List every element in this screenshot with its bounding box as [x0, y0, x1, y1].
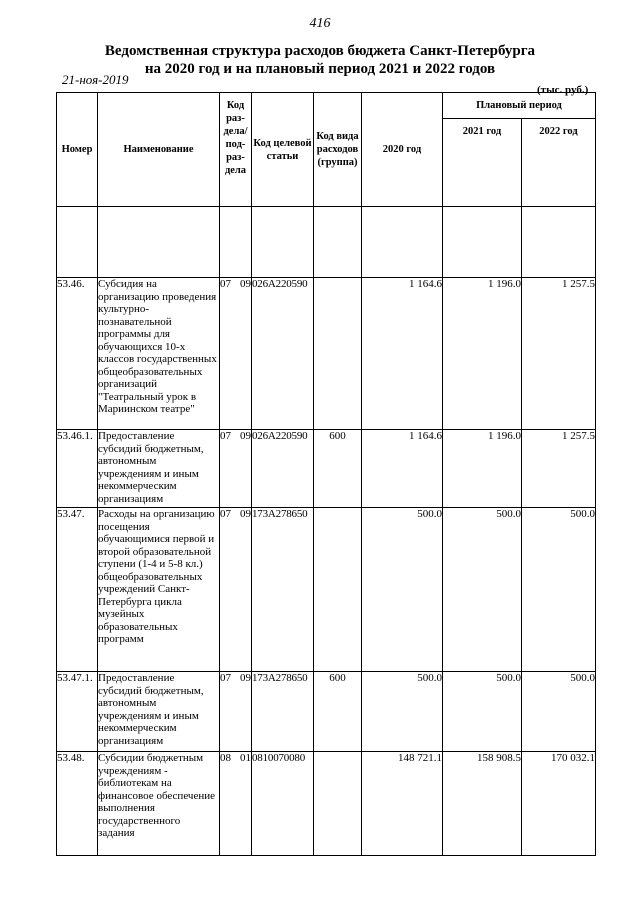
row-rz: 07 — [220, 430, 231, 442]
row-number: 53.47.1. — [57, 672, 98, 752]
row-csr: 026A220590 — [252, 278, 314, 430]
header-2020: 2020 год — [362, 93, 443, 207]
table-row — [57, 508, 596, 672]
row-pr: 01 — [240, 752, 251, 764]
header-2022: 2022 год — [522, 119, 596, 207]
row-section — [220, 752, 252, 856]
table-row — [57, 672, 596, 752]
row-2021: 500.0 — [443, 508, 522, 672]
row-2021: 158 908.5 — [443, 752, 522, 856]
row-number: 53.46. — [57, 278, 98, 430]
row-section — [220, 672, 252, 752]
document-date: 21-ноя-2019 — [62, 72, 129, 87]
row-vr: 600 — [314, 672, 362, 752]
header-csr: Код целевой статьи — [252, 93, 314, 207]
row-2020: 500.0 — [362, 672, 443, 752]
page-number: 416 — [309, 16, 331, 31]
row-csr: 173A278650 — [252, 508, 314, 672]
row-pr: 09 — [240, 430, 251, 442]
row-2020: 500.0 — [362, 508, 443, 672]
row-rz: 08 — [220, 752, 231, 764]
row-name: Расходы на организацию посещения обучающимися первой и второй образовательной ступени (1-4 и 5-8 кл.) общеобразовательных учреждений Санкт-Петербурга цикла музейных образовательных программ — [98, 508, 220, 672]
table-row — [57, 278, 596, 430]
row-csr: 0810070080 — [252, 752, 314, 856]
row-number: 53.48. — [57, 752, 98, 856]
row-2020: 1 164.6 — [362, 430, 443, 508]
row-2022: 170 032.1 — [522, 752, 596, 856]
row-csr: 173A278650 — [252, 672, 314, 752]
row-vr: 600 — [314, 430, 362, 508]
row-vr — [314, 508, 362, 672]
table-row — [57, 430, 596, 508]
table-row — [57, 752, 596, 856]
row-2022: 500.0 — [522, 672, 596, 752]
row-2021: 1 196.0 — [443, 430, 522, 508]
row-name: Предоставление субсидий бюджетным, автономным учреждениям и иным некоммерческим организациям — [98, 430, 220, 508]
row-2021: 1 196.0 — [443, 278, 522, 430]
row-section — [220, 508, 252, 672]
row-number: 53.47. — [57, 508, 98, 672]
row-section — [220, 278, 252, 430]
row-2021: 500.0 — [443, 672, 522, 752]
row-2020: 148 721.1 — [362, 752, 443, 856]
header-section: Код раз-дела/ под-раз-дела — [220, 93, 252, 207]
row-2022: 1 257.5 — [522, 278, 596, 430]
row-rz: 07 — [220, 672, 231, 684]
title-line-1: Ведомственная структура расходов бюджета Санкт-Петербурга — [104, 43, 536, 59]
row-csr: 026A220590 — [252, 430, 314, 508]
header-number: Номер — [57, 93, 98, 207]
title-line-2: на 2020 год и на плановый период 2021 и 2022 годов — [144, 61, 496, 77]
header-planned-period: Плановый период — [443, 93, 596, 119]
row-pr: 09 — [240, 672, 251, 684]
unit-label: (тыс. руб.) — [537, 84, 589, 96]
budget-table — [56, 92, 596, 856]
row-vr — [314, 278, 362, 430]
spacer-row — [57, 207, 596, 278]
row-pr: 09 — [240, 278, 251, 290]
row-name: Субсидия на организацию проведения культурно-познавательной программы для обучающихся 10-х классов государственных общеобразовательных организаций "Театральный урок в Мариинском театре" — [98, 278, 220, 430]
row-vr — [314, 752, 362, 856]
row-name: Предоставление субсидий бюджетным, автономным учреждениям и иным некоммерческим организациям — [98, 672, 220, 752]
row-number: 53.46.1. — [57, 430, 98, 508]
row-pr: 09 — [240, 508, 251, 520]
row-2020: 1 164.6 — [362, 278, 443, 430]
row-rz: 07 — [220, 508, 231, 520]
row-rz: 07 — [220, 278, 231, 290]
header-name: Наименование — [98, 93, 220, 207]
row-2022: 1 257.5 — [522, 430, 596, 508]
header-2021: 2021 год — [443, 119, 522, 207]
header-vr: Код вида расходов (группа) — [314, 93, 362, 207]
row-name: Субсидии бюджетным учреждениям - библиотекам на финансовое обеспечение выполнения государственного задания — [98, 752, 220, 856]
row-2022: 500.0 — [522, 508, 596, 672]
row-section — [220, 430, 252, 508]
